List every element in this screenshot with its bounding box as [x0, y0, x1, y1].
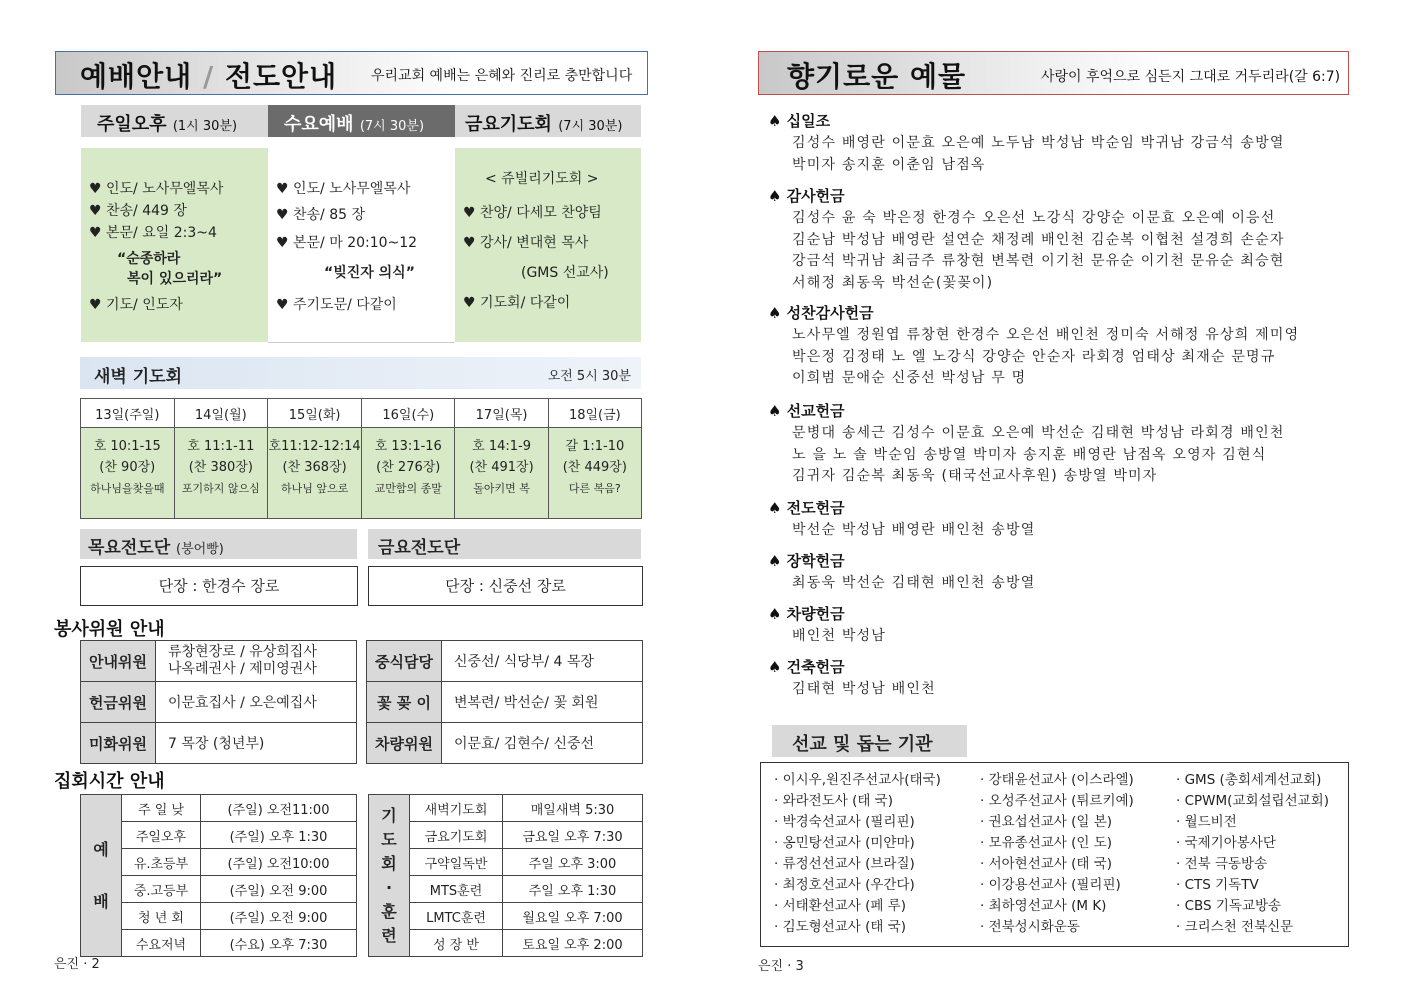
offering-names-line: 박선순 박성남 배영란 배인천 송방열 — [792, 522, 1036, 538]
dawn-prayer-bar: 새벽 기도회 오전 5시 30분 — [80, 357, 641, 389]
mission-organization: · CPWM(교회설립선교회) — [1176, 793, 1329, 809]
offering-names-line: 최동욱 박선순 김태현 배인천 송방열 — [792, 575, 1036, 591]
page-title: 예배안내 / 전도안내 — [80, 60, 338, 93]
wednesday-header: 수요예배 (7시 30분) — [268, 105, 455, 137]
offering-heading: ♠ 장학헌금 — [768, 552, 845, 570]
offering-names-line: 이희범 문애순 신중선 박성남 무 명 — [792, 370, 1027, 386]
offering-names-line: 김성수 배영란 이문효 오은예 노두남 박성남 박순임 박귀남 강금석 송방열 — [792, 135, 1285, 151]
offering-heading: ♠ 십일조 — [768, 112, 831, 130]
offering-names-line: 배인천 박성남 — [792, 628, 886, 644]
mission-organization: · 오성주선교사 (튀르키예) — [980, 793, 1134, 809]
mission-organization: · 박경숙선교사 (필리핀) — [774, 814, 915, 830]
offering-heading: ♠ 전도헌금 — [768, 499, 845, 517]
mission-organization: · 국제기아봉사단 — [1176, 835, 1276, 851]
service-committee-title: 봉사위원 안내 — [54, 619, 165, 640]
mission-organization: · 옹민탕선교사 (미얀마) — [774, 835, 915, 851]
missions-header: 선교 및 돕는 기관 — [772, 725, 967, 757]
mission-organization: · 모유종선교사 (인 도) — [980, 835, 1113, 851]
friday-evangelism-leader: 단장 : 신중선 장로 — [368, 566, 643, 606]
page-subtitle: 우리교회 예배는 은혜와 진리로 충만합니다 — [371, 68, 633, 84]
meeting-times-title: 집회시간 안내 — [54, 771, 165, 792]
offering-heading: ♠ 선교헌금 — [768, 402, 845, 420]
right-page-title: 향기로운 예물 — [787, 60, 967, 93]
mission-organization: · 권요섭선교사 (일 본) — [980, 814, 1113, 830]
wednesday-body: ♥ 인도/ 노사무엘목사 ♥ 찬송/ 85 장 ♥ 본문/ 마 20:10~12 “빚진자 의식” ♥ 주기도문/ 다같이 — [268, 148, 455, 343]
offering-names-line: 김성수 윤 숙 박은정 한경수 오은선 노강식 강양순 이문효 오은예 이응선 — [792, 210, 1276, 226]
mission-organization: · CTS 기독TV — [1176, 877, 1259, 893]
offering-names-line: 서해정 최동욱 박선순(꽃꽂이) — [792, 274, 994, 291]
mission-organization: · 김도형선교사 (태 국) — [774, 919, 907, 935]
mission-organization: · 서태환선교사 (페 루) — [774, 898, 907, 914]
offering-names-line: 박미자 송지훈 이춘임 남점옥 — [792, 156, 986, 173]
service-committee-right: 중식담당 신중선/ 식당부/ 4 목장 꽃 꽂 이 변복련/ 박선순/ 꽃 회원 차량위원 이문효/ 김현수/ 신중선 — [366, 640, 643, 764]
offering-names-line: 김귀자 김순복 최동욱 (태국선교사후원) 송방열 박미자 — [792, 468, 1158, 484]
offering-names-line: 김순남 박성남 배영란 설연순 채정례 배인천 김순복 이협천 설경희 손순자 — [792, 231, 1285, 248]
mission-organization: · CBS 기독교방송 — [1176, 898, 1282, 914]
sunday-pm-header: 주일오후 (1시 30분) — [81, 105, 268, 137]
mission-organization: · 전북 극동방송 — [1176, 856, 1268, 872]
offering-heading: ♠ 차량헌금 — [768, 605, 845, 623]
offering-names-line: 노 을 노 솔 박순임 송방열 박미자 송지훈 배영란 남점옥 오영자 김현식 — [792, 446, 1267, 463]
offering-names-line: 박은정 김정태 노 엘 노강식 강양순 안순자 라회경 엄태상 최재순 문명규 — [792, 348, 1276, 365]
mission-organization: · 와라전도사 (태 국) — [774, 793, 893, 809]
worship-times-table: 예 배 주 일 낮 (주일) 오전11:00 주일오후 (주일) 오후 1:30 유.초등부 (주일) 오전10:00 중.고등부 (주일) 오전 9:00 청 년 회 (주일) 오전 9:00 수요저녁 (수요) 오후 7:30 — [80, 794, 357, 957]
offering-heading: ♠ 건축헌금 — [768, 658, 845, 676]
thursday-evangelism-header: 목요전도단 (붕어빵) — [80, 529, 357, 559]
mission-organization: · 최하영선교사 (M K) — [980, 898, 1107, 914]
mission-organization: · 이강용선교사 (필리핀) — [980, 877, 1121, 893]
offering-names-line: 노사무엘 정원엽 류창현 한경수 오은선 배인천 정미숙 서해정 유상희 제미영 — [792, 327, 1300, 343]
offering-heading: ♠ 감사헌금 — [768, 187, 845, 205]
right-page-number: 은진 · 3 — [758, 959, 804, 974]
mission-organization: · 전북성시화운동 — [980, 919, 1080, 935]
right-title-box — [758, 51, 1349, 95]
mission-organization: · 이시우,원진주선교사(태국) — [774, 772, 941, 788]
left-title-box — [55, 51, 648, 95]
mission-organization: · 월드비전 — [1176, 814, 1237, 830]
left-page-number: 은진 · 2 — [54, 957, 100, 972]
right-page-subtitle: 사랑이 후억으로 심든지 그대로 거두리라(갈 6:7) — [1041, 69, 1341, 85]
sunday-pm-body: ♥ 인도/ 노사무엘목사 ♥ 찬송/ 449 장 ♥ 본문/ 요일 2:3~4 “순종하라 복이 있으리라” ♥ 기도/ 인도자 — [81, 148, 268, 342]
thursday-evangelism-leader: 단장 : 한경수 장로 — [80, 566, 358, 606]
friday-evangelism-header: 금요전도단 — [368, 529, 641, 559]
offering-heading: ♠ 성찬감사헌금 — [768, 304, 874, 322]
offering-names-line: 문병대 송세근 김성수 이문효 오은예 박선순 김태현 박성남 라회경 배인천 — [792, 425, 1285, 441]
friday-body: < 쥬빌리기도회 > ♥ 찬양/ 다세모 찬양팀 ♥ 강사/ 변대현 목사 (GMS 선교사) ♥ 기도회/ 다같이 — [455, 148, 641, 342]
offering-names-line: 김태현 박성남 배인천 — [792, 681, 936, 697]
mission-organization: · 서아현선교사 (태 국) — [980, 856, 1113, 872]
mission-organization: · 최정호선교사 (우간다) — [774, 877, 915, 893]
offering-names-line: 강금석 박귀남 최금주 류창현 변복련 이기천 문유순 이기천 문유순 최승현 — [792, 253, 1285, 269]
mission-organization: · 강태윤선교사 (이스라엘) — [980, 772, 1134, 788]
dawn-schedule-table: 13일(주일) 14일(월) 15일(화) 16일(수) 17일(목) 18일(금) 호 10:1-15 (찬 90장) 하나님을찾을때 호 11:1-11 (찬 380장) 포기하지 않으심 호11:12-12:14 (찬 368장) 하나님 앞으로 호 13:1-16 (찬 276장) 교만함의 종말 호 14:1-9 (찬 491장) 돌아키면 복 갈 1:1-10 (찬 449장) 다른 복음? — [80, 398, 642, 519]
mission-organization: · 류정선선교사 (브라질) — [774, 856, 915, 872]
friday-header: 금요기도회 (7시 30분) — [455, 105, 641, 137]
service-committee-left: 안내위원 류창현장로 / 유상희집사 나옥례권사 / 제미영권사 헌금위원 이문효집사 / 오은예집사 미화위원 7 목장 (청년부) — [80, 640, 357, 764]
mission-organization: · 크리스천 전북신문 — [1176, 919, 1294, 935]
mission-organization: · GMS (총회세계선교회) — [1176, 772, 1322, 788]
prayer-training-table: 기 도 회 · 훈 련 새벽기도회 매일새벽 5:30 금요기도회 금요일 오후 7:30 구약일독반 주일 오후 3:00 MTS훈련 주일 오후 1:30 LMTC훈련 월요일 오후 7:00 성 장 반 토요일 오후 2:00 — [368, 794, 643, 957]
